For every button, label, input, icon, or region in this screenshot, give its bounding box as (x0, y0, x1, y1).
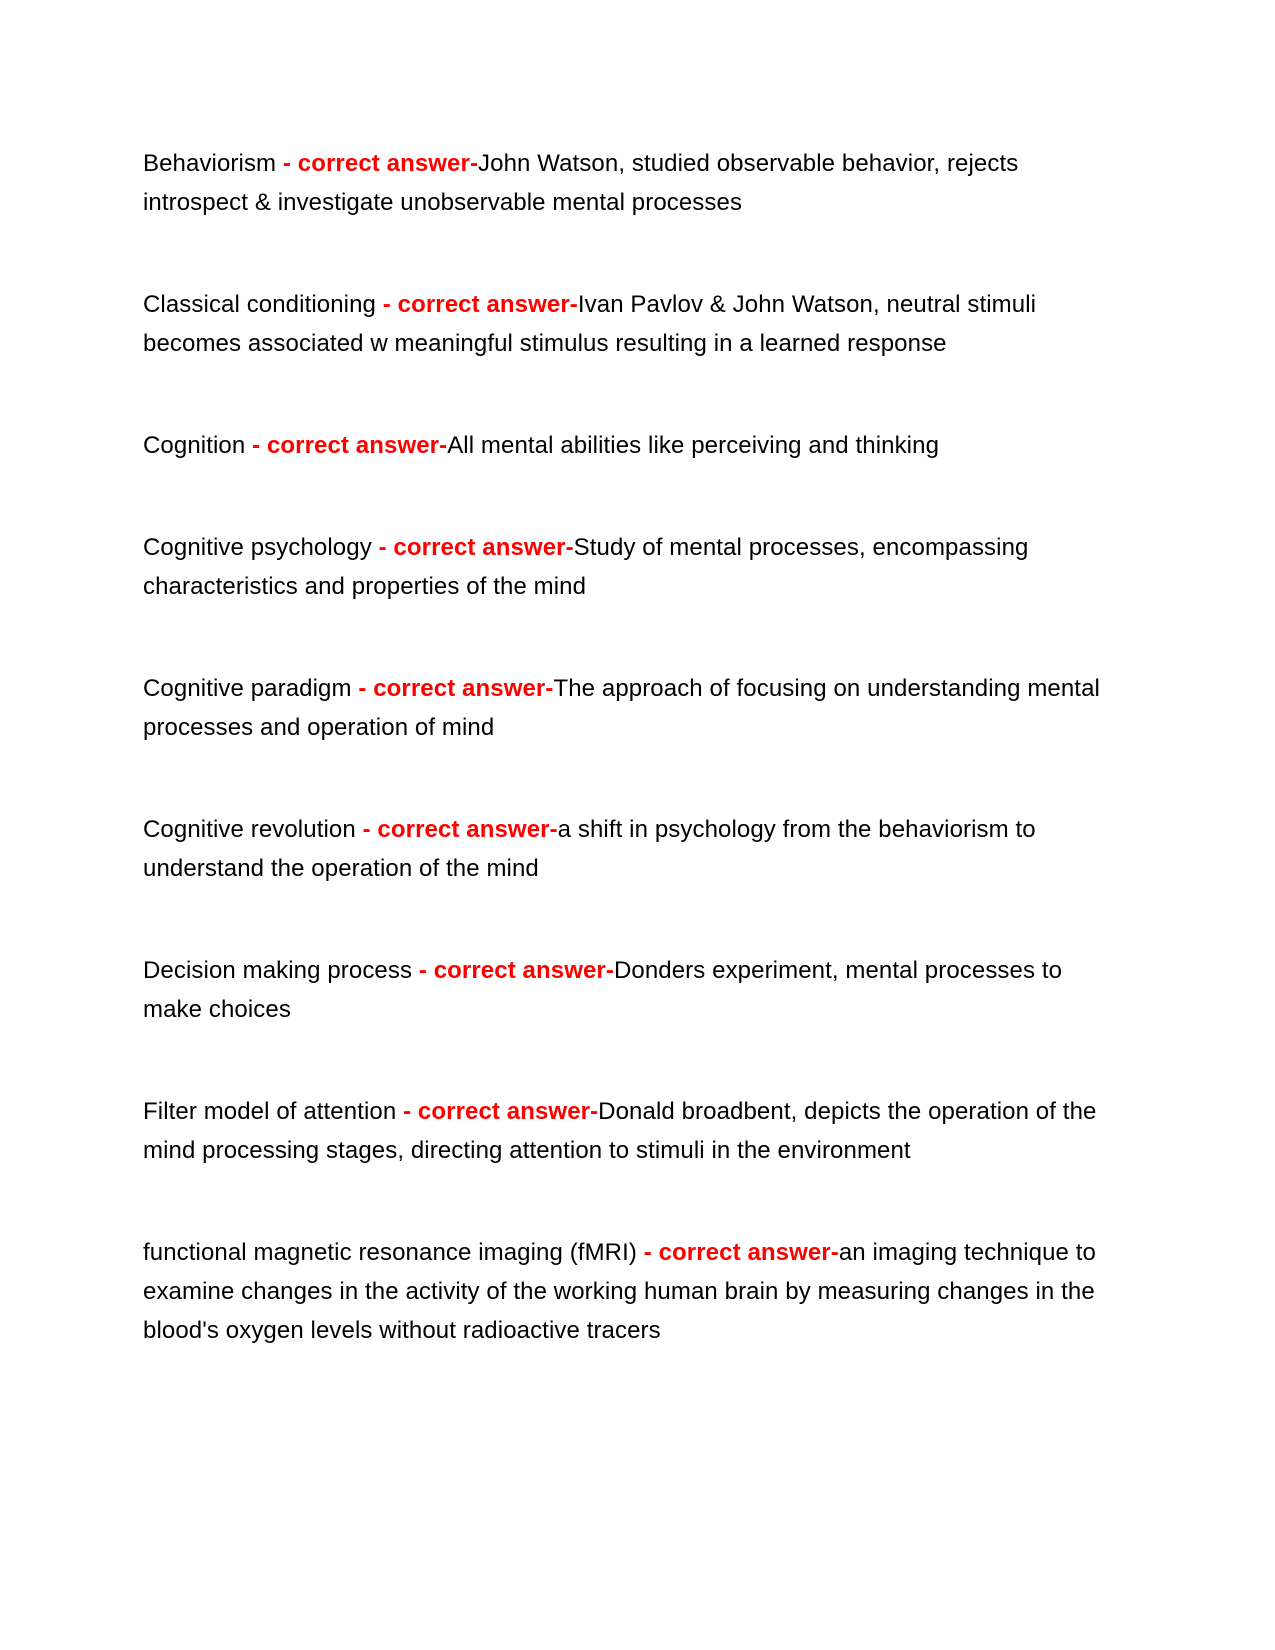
correct-answer-marker: - correct answer- (396, 1098, 599, 1125)
flashcard-entry (143, 951, 1125, 1029)
term-text: Cognitive psychology (143, 534, 372, 561)
definition-text: Ivan Pavlov & John Watson, neutral stimuli becomes associated w meaningful stimulus resulting in a learned response (143, 291, 1037, 357)
definition-text: The approach of focusing on understanding mental processes and operation of mind (143, 675, 1100, 741)
correct-answer-marker: - correct answer- (376, 291, 578, 318)
flashcard-entry (143, 669, 1125, 747)
term-text: Cognition (143, 432, 246, 459)
correct-answer-marker: - correct answer- (355, 816, 558, 843)
term-text: functional magnetic resonance imaging (fMRI) (143, 1239, 637, 1266)
definition-text: John Watson, studied observable behavior, rejects introspect & investigate unobservable mental processes (143, 150, 1019, 216)
correct-answer-marker: - correct answer- (276, 150, 479, 177)
flashcard-entry (143, 1092, 1125, 1170)
flashcard-entry (143, 144, 1125, 222)
correct-answer-marker: - correct answer- (245, 432, 448, 459)
term-text: Decision making process (143, 957, 413, 984)
definition-text: Donders experiment, mental processes to make choices (143, 957, 1063, 1023)
flashcard-entry (143, 285, 1125, 363)
flashcard-entry (143, 528, 1125, 606)
definition-text: Study of mental processes, encompassing characteristics and properties of the mind (143, 534, 1029, 600)
term-text: Cognitive paradigm (143, 675, 352, 702)
correct-answer-marker: - correct answer- (371, 534, 574, 561)
term-text: Cognitive revolution (143, 816, 356, 843)
correct-answer-marker: - correct answer- (351, 675, 554, 702)
definition-text: Donald broadbent, depicts the operation of the mind processing stages, directing attention to stimuli in the environment (143, 1098, 1097, 1164)
definition-text: All mental abilities like perceiving and thinking (447, 432, 940, 459)
correct-answer-marker: - correct answer- (636, 1239, 839, 1266)
definition-text: an imaging technique to examine changes in the activity of the working human brain by measuring changes in the blood's oxygen levels without radioactive tracers (143, 1239, 1096, 1344)
term-text: Filter model of attention (143, 1098, 397, 1125)
definition-text: a shift in psychology from the behaviorism to understand the operation of the mind (143, 816, 1036, 882)
correct-answer-marker: - correct answer- (412, 957, 614, 984)
term-text: Behaviorism (143, 150, 277, 177)
flashcard-entry (143, 810, 1125, 888)
flashcard-entry (143, 426, 1125, 465)
flashcard-entry (143, 1233, 1125, 1350)
term-text: Classical conditioning (143, 291, 376, 318)
